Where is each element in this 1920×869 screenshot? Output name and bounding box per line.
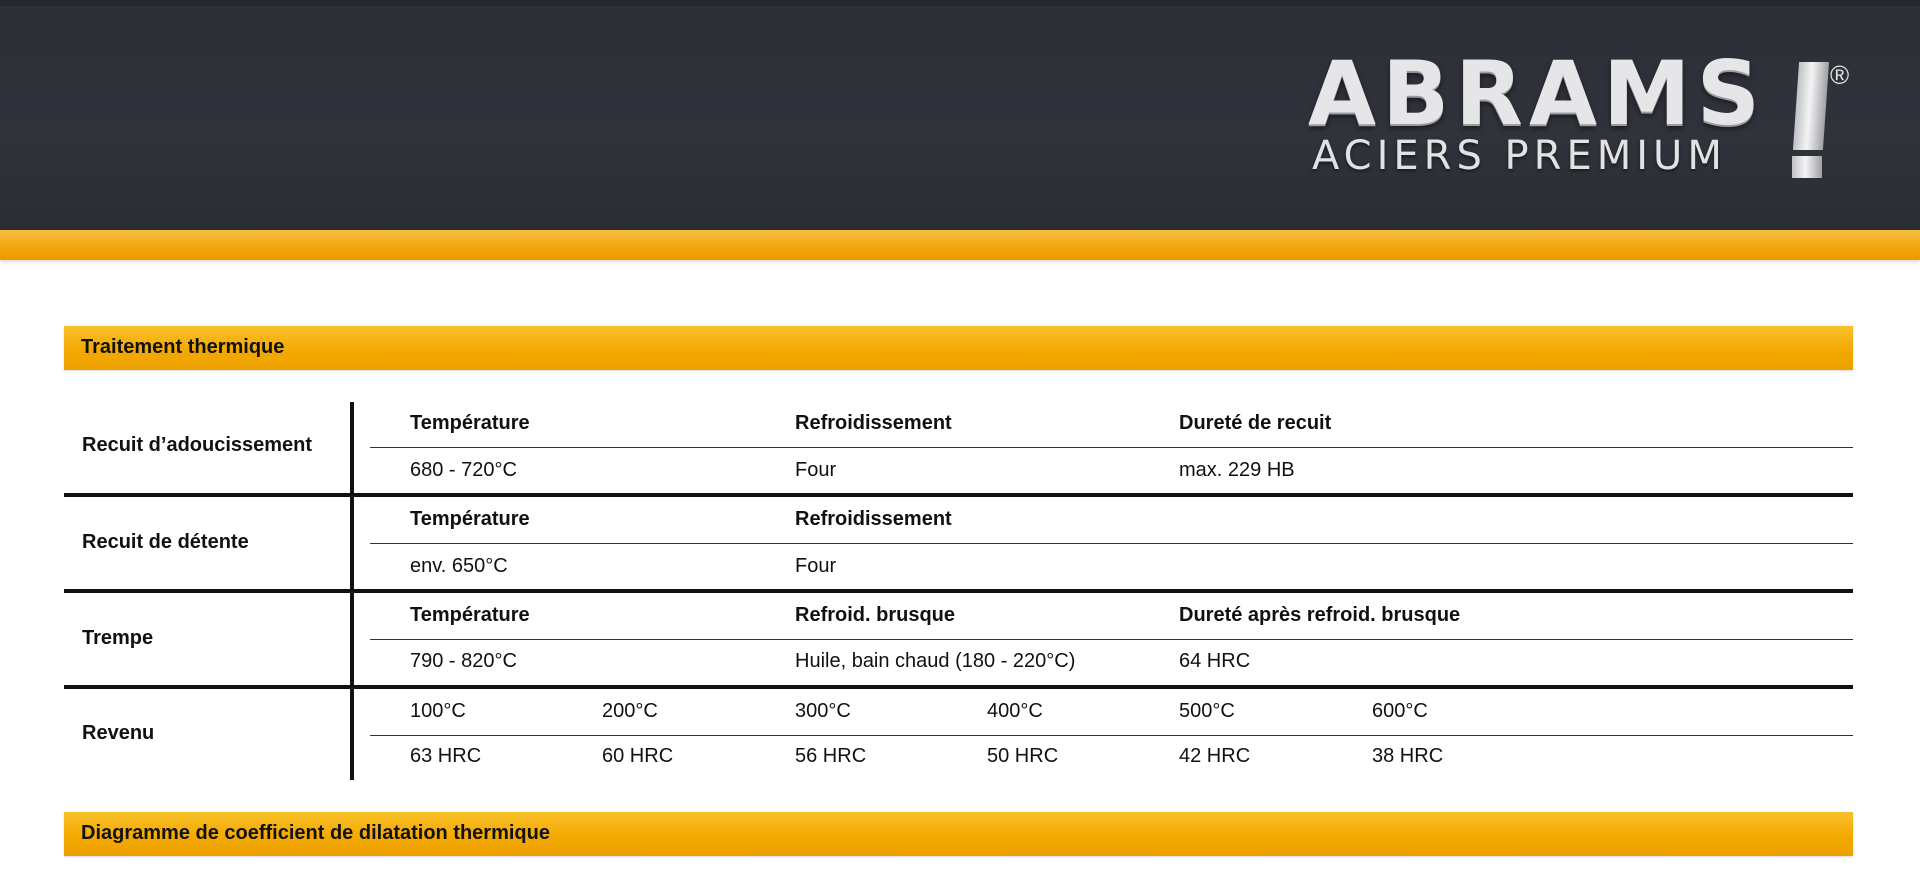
section-bar-expansion-diagram — [64, 812, 1853, 856]
row-label-trempe: Trempe — [82, 627, 154, 649]
temper-temp-cell: 300°C — [795, 700, 851, 722]
row-separator-thin — [370, 543, 1853, 544]
temper-temp-cell: 500°C — [1179, 700, 1235, 722]
value-cell: Four — [795, 555, 837, 577]
registered-mark: ® — [1830, 60, 1850, 90]
logo-tagline: ACIERS PREMIUM — [1312, 133, 1727, 179]
page-header — [0, 0, 1920, 230]
logo-brand-text: ABRAMS — [1308, 42, 1766, 145]
temper-hardness-cell: 56 HRC — [795, 745, 867, 767]
temper-temp-cell: 100°C — [410, 700, 466, 722]
temper-temp-cell: 200°C — [602, 700, 658, 722]
header-cell: Refroidissement — [795, 412, 952, 434]
value-cell: max. 229 HB — [1179, 459, 1295, 481]
temper-hardness-cell: 63 HRC — [410, 745, 482, 767]
header-cell: Refroidissement — [795, 508, 952, 530]
value-cell: env. 650°C — [410, 555, 508, 577]
row-separator-thick — [64, 685, 1853, 689]
row-label-revenu: Revenu — [82, 722, 155, 744]
value-cell: 680 - 720°C — [410, 459, 517, 481]
temper-hardness-cell: 38 HRC — [1372, 745, 1444, 767]
temper-hardness-cell: 60 HRC — [602, 745, 674, 767]
logo-exclamation-dot — [1792, 156, 1822, 178]
temper-hardness-cell: 42 HRC — [1179, 745, 1251, 767]
value-cell: Huile, bain chaud (180 - 220°C) — [795, 650, 1076, 672]
row-label-recuit-detente: Recuit de détente — [82, 531, 249, 553]
temper-hardness-cell: 50 HRC — [987, 745, 1059, 767]
value-cell: 790 - 820°C — [410, 650, 517, 672]
row-separator-thick — [64, 493, 1853, 497]
header-top-line — [0, 0, 1920, 6]
value-cell: 64 HRC — [1179, 650, 1251, 672]
section-title: Diagramme de coefficient de dilatation thermique — [81, 822, 550, 844]
header-cell: Refroid. brusque — [795, 604, 956, 626]
row-separator-thin — [370, 639, 1853, 640]
row-separator-thin — [370, 735, 1853, 736]
section-bar-heat-treatment — [64, 326, 1853, 370]
logo-exclamation-bar — [1793, 62, 1829, 150]
header-accent-band — [0, 230, 1920, 260]
header-cell: Dureté après refroid. brusque — [1179, 604, 1461, 626]
row-label-recuit-adoucissement: Recuit d’adoucissement — [82, 434, 313, 456]
header-cell: Dureté de recuit — [1179, 412, 1332, 434]
temper-temp-cell: 400°C — [987, 700, 1043, 722]
brand-logo — [1308, 42, 1868, 182]
header-cell: Température — [410, 508, 530, 530]
row-separator-thick — [64, 589, 1853, 593]
section-title: Traitement thermique — [81, 336, 285, 358]
value-cell: Four — [795, 459, 837, 481]
row-separator-thin — [370, 447, 1853, 448]
header-cell: Température — [410, 412, 530, 434]
temper-temp-cell: 600°C — [1372, 700, 1428, 722]
header-cell: Température — [410, 604, 530, 626]
